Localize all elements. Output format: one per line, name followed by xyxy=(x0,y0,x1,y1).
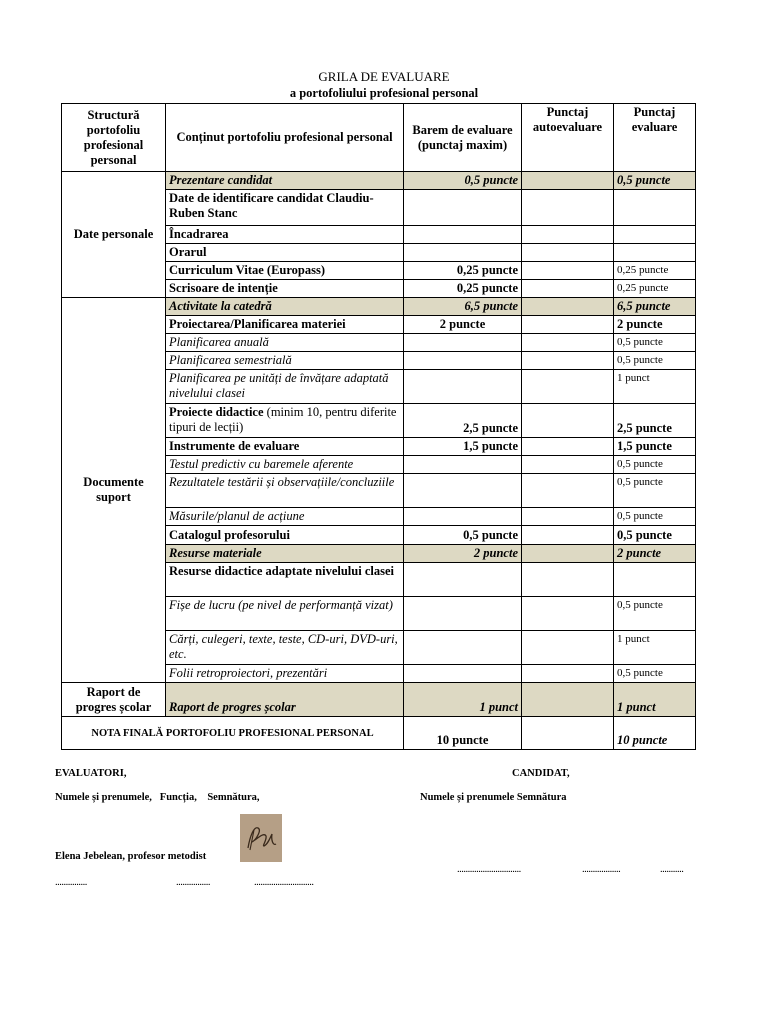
row-content: Raport de progres școlar xyxy=(166,683,404,717)
row-content: Curriculum Vitae (Europass) xyxy=(166,262,404,280)
evaluator-name-line: ............... xyxy=(55,877,87,888)
row-content: Cărți, culegeri, texte, teste, CD-uri, DVD-uri, etc. xyxy=(166,631,404,665)
row-auto xyxy=(522,316,614,334)
row-eval: 1,5 puncte xyxy=(614,438,696,456)
row-auto xyxy=(522,563,614,597)
table-row xyxy=(62,172,696,190)
row-content-extra: (minim 10, pentru diferite tipuri de lecții) xyxy=(169,405,397,434)
row-barem: 0,25 puncte xyxy=(404,280,522,298)
candidate-signature-line: .................. xyxy=(582,864,621,875)
row-eval xyxy=(614,190,696,226)
final-row xyxy=(62,717,696,750)
row-content: Catalogul profesorului xyxy=(166,526,404,545)
final-label: NOTA FINALĂ PORTOFOLIU PROFESIONAL PERSONAL xyxy=(62,717,404,750)
row-auto xyxy=(522,262,614,280)
row-content: Rezultatele testării și observațiile/concluziile xyxy=(166,474,404,508)
table-row xyxy=(62,298,696,316)
row-content: Planificarea semestrială xyxy=(166,352,404,370)
row-eval xyxy=(614,563,696,597)
header-autoevaluare: Punctaj autoevaluare xyxy=(522,104,614,172)
evaluator-function-line: ................ xyxy=(176,877,210,888)
row-eval: 0,5 puncte xyxy=(614,172,696,190)
evaluator-name: Elena Jebelean, profesor metodist xyxy=(55,851,207,862)
row-auto xyxy=(522,190,614,226)
row-barem: 2 puncte xyxy=(404,545,522,563)
row-barem xyxy=(404,226,522,244)
final-eval: 10 puncte xyxy=(614,717,696,750)
row-auto xyxy=(522,370,614,404)
row-auto xyxy=(522,665,614,683)
row-eval xyxy=(614,244,696,262)
row-barem: 0,5 puncte xyxy=(404,526,522,545)
row-content: Măsurile/planul de acțiune xyxy=(166,508,404,526)
evaluator-signature-line: ............................ xyxy=(254,877,314,888)
row-barem xyxy=(404,456,522,474)
signature-scribble-icon xyxy=(240,814,282,862)
header-barem: Barem de evaluare (punctaj maxim) xyxy=(404,104,522,172)
row-barem xyxy=(404,474,522,508)
row-auto xyxy=(522,545,614,563)
row-eval: 0,5 puncte xyxy=(614,456,696,474)
row-content: Folii retroproiectori, prezentări xyxy=(166,665,404,683)
evaluator-fields: Numele și prenumele, Funcția, Semnătura, xyxy=(55,792,260,803)
candidate-extra-line: ........... xyxy=(660,864,684,875)
row-auto xyxy=(522,631,614,665)
row-auto xyxy=(522,172,614,190)
evaluation-grid xyxy=(61,103,696,750)
row-eval: 0,5 puncte xyxy=(614,665,696,683)
row-content: Planificarea pe unități de învățare adaptată nivelului clasei xyxy=(166,370,404,404)
row-eval: 1 punct xyxy=(614,683,696,717)
row-auto xyxy=(522,508,614,526)
row-eval: 0,25 puncte xyxy=(614,262,696,280)
document-subtitle: a portofoliului profesional personal xyxy=(289,86,479,100)
row-auto xyxy=(522,226,614,244)
row-auto xyxy=(522,404,614,438)
row-content: Resurse didactice adaptate nivelului clasei xyxy=(166,563,404,597)
evaluator-signature xyxy=(240,814,282,862)
row-content: Proiectarea/Planificarea materiei xyxy=(166,316,404,334)
row-barem xyxy=(404,370,522,404)
row-eval: 0,5 puncte xyxy=(614,508,696,526)
candidat-label: CANDIDAT, xyxy=(512,768,570,779)
row-eval: 1 punct xyxy=(614,631,696,665)
row-auto xyxy=(522,334,614,352)
row-content: Scrisoare de intenție xyxy=(166,280,404,298)
row-content: Activitate la catedră xyxy=(166,298,404,316)
row-content: Fișe de lucru (pe nivel de performanță vizat) xyxy=(166,597,404,631)
row-auto xyxy=(522,683,614,717)
row-auto xyxy=(522,474,614,508)
row-barem xyxy=(404,508,522,526)
section-documente-suport: Documente suport xyxy=(62,298,166,683)
final-barem: 10 puncte xyxy=(404,717,522,750)
header-evaluare: Punctaj evaluare xyxy=(614,104,696,172)
row-eval: 1 punct xyxy=(614,370,696,404)
row-content: Planificarea anuală xyxy=(166,334,404,352)
section-date-personale: Date personale xyxy=(62,172,166,298)
row-auto xyxy=(522,438,614,456)
row-eval xyxy=(614,226,696,244)
row-barem xyxy=(404,352,522,370)
row-eval: 0,5 puncte xyxy=(614,597,696,631)
section-raport: Raport de progres școlar xyxy=(62,683,166,717)
row-barem xyxy=(404,334,522,352)
row-eval: 0,5 puncte xyxy=(614,474,696,508)
row-content: Resurse materiale xyxy=(166,545,404,563)
row-content xyxy=(166,404,404,438)
row-content: Încadrarea xyxy=(166,226,404,244)
row-auto xyxy=(522,597,614,631)
row-barem xyxy=(404,244,522,262)
row-eval: 2 puncte xyxy=(614,316,696,334)
row-eval: 2 puncte xyxy=(614,545,696,563)
row-content: Prezentare candidat xyxy=(166,172,404,190)
row-barem xyxy=(404,665,522,683)
row-barem xyxy=(404,190,522,226)
table-row xyxy=(62,683,696,717)
row-auto xyxy=(522,280,614,298)
document-title: GRILA DE EVALUARE xyxy=(318,69,450,84)
row-barem: 0,25 puncte xyxy=(404,262,522,280)
row-eval: 0,5 puncte xyxy=(614,334,696,352)
row-eval: 2,5 puncte xyxy=(614,404,696,438)
row-auto xyxy=(522,352,614,370)
row-barem: 1,5 puncte xyxy=(404,438,522,456)
row-barem: 6,5 puncte xyxy=(404,298,522,316)
final-auto xyxy=(522,717,614,750)
row-auto xyxy=(522,526,614,545)
row-content: Date de identificare candidat Claudiu-Ruben Stanc xyxy=(166,190,404,226)
row-barem xyxy=(404,563,522,597)
row-auto xyxy=(522,456,614,474)
row-barem xyxy=(404,631,522,665)
row-eval: 0,25 puncte xyxy=(614,280,696,298)
row-eval: 0,5 puncte xyxy=(614,526,696,545)
row-content: Orarul xyxy=(166,244,404,262)
row-content-bold: Proiecte didactice xyxy=(169,405,264,419)
candidate-fields: Numele și prenumele Semnătura xyxy=(420,792,567,803)
row-content: Testul predictiv cu baremele aferente xyxy=(166,456,404,474)
row-content: Instrumente de evaluare xyxy=(166,438,404,456)
row-eval: 0,5 puncte xyxy=(614,352,696,370)
evaluatori-label: EVALUATORI, xyxy=(55,768,127,779)
row-auto xyxy=(522,244,614,262)
row-barem: 1 punct xyxy=(404,683,522,717)
header-continut: Conținut portofoliu profesional personal xyxy=(166,104,404,172)
row-auto xyxy=(522,298,614,316)
row-eval: 6,5 puncte xyxy=(614,298,696,316)
row-barem: 0,5 puncte xyxy=(404,172,522,190)
row-barem: 2 puncte xyxy=(404,316,522,334)
header-structura: Structură portofoliu profesional personal xyxy=(62,104,166,172)
row-barem: 2,5 puncte xyxy=(404,404,522,438)
header-row xyxy=(62,104,696,172)
row-barem xyxy=(404,597,522,631)
candidate-name-line: .............................. xyxy=(457,864,521,875)
